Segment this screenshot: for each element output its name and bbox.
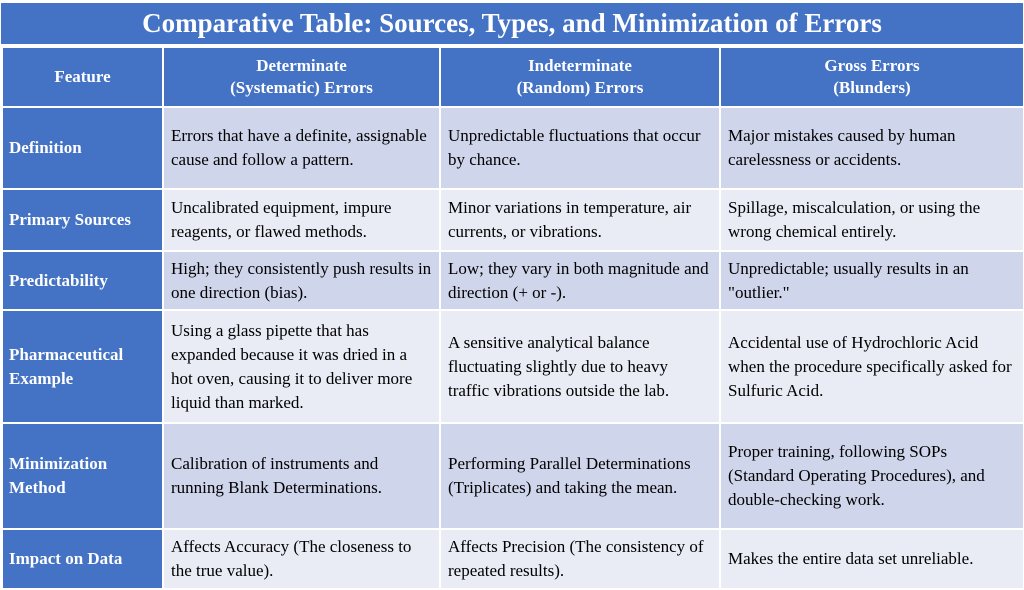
table-row-predictability — [2, 251, 1024, 310]
cell-determinate: High; they consistently push results in one direction (bias). — [163, 251, 440, 310]
row-feature-label: Predictability — [2, 251, 163, 310]
comparison-table-container — [1, 3, 1023, 590]
cell-indeterminate: Minor variations in temperature, air currents, or vibrations. — [440, 189, 720, 251]
cell-determinate: Affects Accuracy (The closeness to the true value). — [163, 529, 440, 589]
cell-indeterminate: Performing Parallel Determinations (Triplicates) and taking the mean. — [440, 423, 720, 529]
row-feature-label: Pharmaceutical Example — [2, 310, 163, 423]
cell-gross: Accidental use of Hydrochloric Acid when the procedure specifically asked for Sulfuric Acid. — [720, 310, 1024, 423]
table-row-impact-on-data — [2, 529, 1024, 589]
cell-gross: Spillage, miscalculation, or using the wrong chemical entirely. — [720, 189, 1024, 251]
cell-gross: Proper training, following SOPs (Standard Operating Procedures), and double-checking work. — [720, 423, 1024, 529]
cell-determinate: Uncalibrated equipment, impure reagents, or flawed methods. — [163, 189, 440, 251]
cell-gross: Unpredictable; usually results in an "outlier." — [720, 251, 1024, 310]
header-feature: Feature — [2, 47, 163, 107]
table-row-primary-sources — [2, 189, 1024, 251]
comparison-table — [1, 46, 1024, 590]
row-feature-label: Impact on Data — [2, 529, 163, 589]
table-row-pharmaceutical-example — [2, 310, 1024, 423]
cell-indeterminate: A sensitive analytical balance fluctuating slightly due to heavy traffic vibrations outside the lab. — [440, 310, 720, 423]
cell-indeterminate: Unpredictable fluctuations that occur by chance. — [440, 107, 720, 189]
header-row — [2, 47, 1024, 107]
table-title: Comparative Table: Sources, Types, and Minimization of Errors — [1, 3, 1023, 46]
cell-indeterminate: Affects Precision (The consistency of repeated results). — [440, 529, 720, 589]
cell-indeterminate: Low; they vary in both magnitude and direction (+ or -). — [440, 251, 720, 310]
row-feature-label: Definition — [2, 107, 163, 189]
row-feature-label: Minimization Method — [2, 423, 163, 529]
table-row-minimization-method — [2, 423, 1024, 529]
cell-determinate: Calibration of instruments and running Blank Determinations. — [163, 423, 440, 529]
cell-determinate: Errors that have a definite, assignable cause and follow a pattern. — [163, 107, 440, 189]
cell-gross: Major mistakes caused by human carelessness or accidents. — [720, 107, 1024, 189]
header-determinate: Determinate (Systematic) Errors — [163, 47, 440, 107]
cell-determinate: Using a glass pipette that has expanded because it was dried in a hot oven, causing it to deliver more liquid than marked. — [163, 310, 440, 423]
row-feature-label: Primary Sources — [2, 189, 163, 251]
header-gross: Gross Errors (Blunders) — [720, 47, 1024, 107]
cell-gross: Makes the entire data set unreliable. — [720, 529, 1024, 589]
header-indeterminate: Indeterminate (Random) Errors — [440, 47, 720, 107]
table-row-definition — [2, 107, 1024, 189]
